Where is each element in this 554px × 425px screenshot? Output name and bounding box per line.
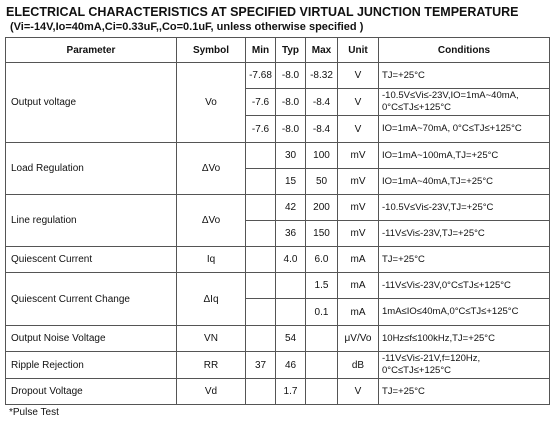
- param-ripple-rejection: Ripple Rejection: [6, 352, 177, 379]
- param-quiescent-current: Quiescent Current: [6, 247, 177, 273]
- header-max: Max: [306, 38, 338, 63]
- cell-conditions: -11V≤Vi≤-21V,f=120Hz, 0°C≤TJ≤+125°C: [379, 352, 550, 379]
- cell-max: -8.4: [306, 89, 338, 116]
- table-row: [6, 195, 550, 221]
- cell-unit: V: [338, 379, 379, 405]
- cell-min: [246, 143, 276, 169]
- cell-unit: V: [338, 89, 379, 116]
- cell-conditions: 1mA≤IO≤40mA,0°C≤TJ≤+125°C: [379, 299, 550, 326]
- cell-unit: mV: [338, 221, 379, 247]
- cell-min: [246, 299, 276, 326]
- param-quiescent-current-change: Quiescent Current Change: [6, 273, 177, 326]
- cell-unit: mV: [338, 195, 379, 221]
- cell-min: -7.68: [246, 63, 276, 89]
- param-load-regulation: Load Regulation: [6, 143, 177, 195]
- param-dropout-voltage: Dropout Voltage: [6, 379, 177, 405]
- cell-min: -7.6: [246, 89, 276, 116]
- cell-conditions: -11V≤Vi≤-23V,0°C≤TJ≤+125°C: [379, 273, 550, 299]
- cell-conditions: IO=1mA~100mA,TJ=+25°C: [379, 143, 550, 169]
- cell-max: 1.5: [306, 273, 338, 299]
- cell-conditions: -11V≤Vi≤-23V,TJ=+25°C: [379, 221, 550, 247]
- cell-max: 150: [306, 221, 338, 247]
- cell-conditions: TJ=+25°C: [379, 247, 550, 273]
- cell-typ: 36: [276, 221, 306, 247]
- param-line-regulation: Line regulation: [6, 195, 177, 247]
- cell-conditions: -10.5V≤Vi≤-23V,IO=1mA~40mA, 0°C≤TJ≤+125°C: [379, 89, 550, 116]
- table-row: [6, 379, 550, 405]
- cell-unit: μV/Vo: [338, 326, 379, 352]
- header-typ: Typ: [276, 38, 306, 63]
- cell-unit: V: [338, 63, 379, 89]
- cell-max: -8.4: [306, 116, 338, 143]
- header-symbol: Symbol: [177, 38, 246, 63]
- cell-typ: -8.0: [276, 89, 306, 116]
- cell-unit: V: [338, 116, 379, 143]
- cell-conditions: 10Hz≤f≤100kHz,TJ=+25°C: [379, 326, 550, 352]
- cell-typ: [276, 273, 306, 299]
- cell-conditions: IO=1mA~70mA, 0°C≤TJ≤+125°C: [379, 116, 550, 143]
- cell-max: [306, 326, 338, 352]
- cell-max: 100: [306, 143, 338, 169]
- cell-max: 50: [306, 169, 338, 195]
- cell-min: [246, 326, 276, 352]
- cell-conditions: TJ=+25°C: [379, 63, 550, 89]
- cell-max: 6.0: [306, 247, 338, 273]
- cell-max: [306, 379, 338, 405]
- cell-unit: mV: [338, 143, 379, 169]
- cell-typ: 54: [276, 326, 306, 352]
- cell-typ: 30: [276, 143, 306, 169]
- table-row: [6, 352, 550, 379]
- cell-unit: mA: [338, 247, 379, 273]
- cell-unit: mA: [338, 273, 379, 299]
- cell-min: [246, 247, 276, 273]
- cell-unit: mV: [338, 169, 379, 195]
- cell-conditions: IO=1mA~40mA,TJ=+25°C: [379, 169, 550, 195]
- cell-unit: dB: [338, 352, 379, 379]
- cell-unit: mA: [338, 299, 379, 326]
- cell-max: [306, 352, 338, 379]
- table-row: [6, 273, 550, 299]
- footnote: *Pulse Test: [9, 407, 59, 418]
- cell-typ: 15: [276, 169, 306, 195]
- cell-typ: -8.0: [276, 63, 306, 89]
- cell-min: -7.6: [246, 116, 276, 143]
- cell-min: [246, 221, 276, 247]
- cell-min: [246, 273, 276, 299]
- cell-conditions: -10.5V≤Vi≤-23V,TJ=+25°C: [379, 195, 550, 221]
- cell-typ: [276, 299, 306, 326]
- symbol-ripple-rejection: RR: [177, 352, 246, 379]
- cell-min: 37: [246, 352, 276, 379]
- page-title: ELECTRICAL CHARACTERISTICS AT SPECIFIED VIRTUAL JUNCTION TEMPERATURE: [6, 5, 519, 19]
- symbol-load-regulation: ΔVo: [177, 143, 246, 195]
- table-row: [6, 63, 550, 89]
- table-row: [6, 143, 550, 169]
- param-output-voltage: Output voltage: [6, 63, 177, 143]
- symbol-quiescent-current-change: ΔIq: [177, 273, 246, 326]
- cell-min: [246, 169, 276, 195]
- cell-min: [246, 195, 276, 221]
- cell-max: -8.32: [306, 63, 338, 89]
- symbol-output-voltage: Vo: [177, 63, 246, 143]
- cell-max: 200: [306, 195, 338, 221]
- cell-conditions: TJ=+25°C: [379, 379, 550, 405]
- cell-typ: -8.0: [276, 116, 306, 143]
- table-row: [6, 247, 550, 273]
- symbol-quiescent-current: Iq: [177, 247, 246, 273]
- table-header-row: [6, 38, 550, 63]
- symbol-line-regulation: ΔVo: [177, 195, 246, 247]
- table-row: [6, 326, 550, 352]
- header-min: Min: [246, 38, 276, 63]
- cell-typ: 1.7: [276, 379, 306, 405]
- test-conditions-subtitle: (Vi=-14V,Io=40mA,Ci=0.33uF,,Co=0.1uF, unless otherwise specified ): [10, 21, 364, 33]
- header-conditions: Conditions: [379, 38, 550, 63]
- cell-max: 0.1: [306, 299, 338, 326]
- param-output-noise-voltage: Output Noise Voltage: [6, 326, 177, 352]
- symbol-dropout-voltage: Vd: [177, 379, 246, 405]
- header-unit: Unit: [338, 38, 379, 63]
- header-parameter: Parameter: [6, 38, 177, 63]
- symbol-output-noise-voltage: VN: [177, 326, 246, 352]
- cell-typ: 42: [276, 195, 306, 221]
- cell-typ: 46: [276, 352, 306, 379]
- cell-min: [246, 379, 276, 405]
- cell-typ: 4.0: [276, 247, 306, 273]
- electrical-characteristics-table: [5, 37, 550, 405]
